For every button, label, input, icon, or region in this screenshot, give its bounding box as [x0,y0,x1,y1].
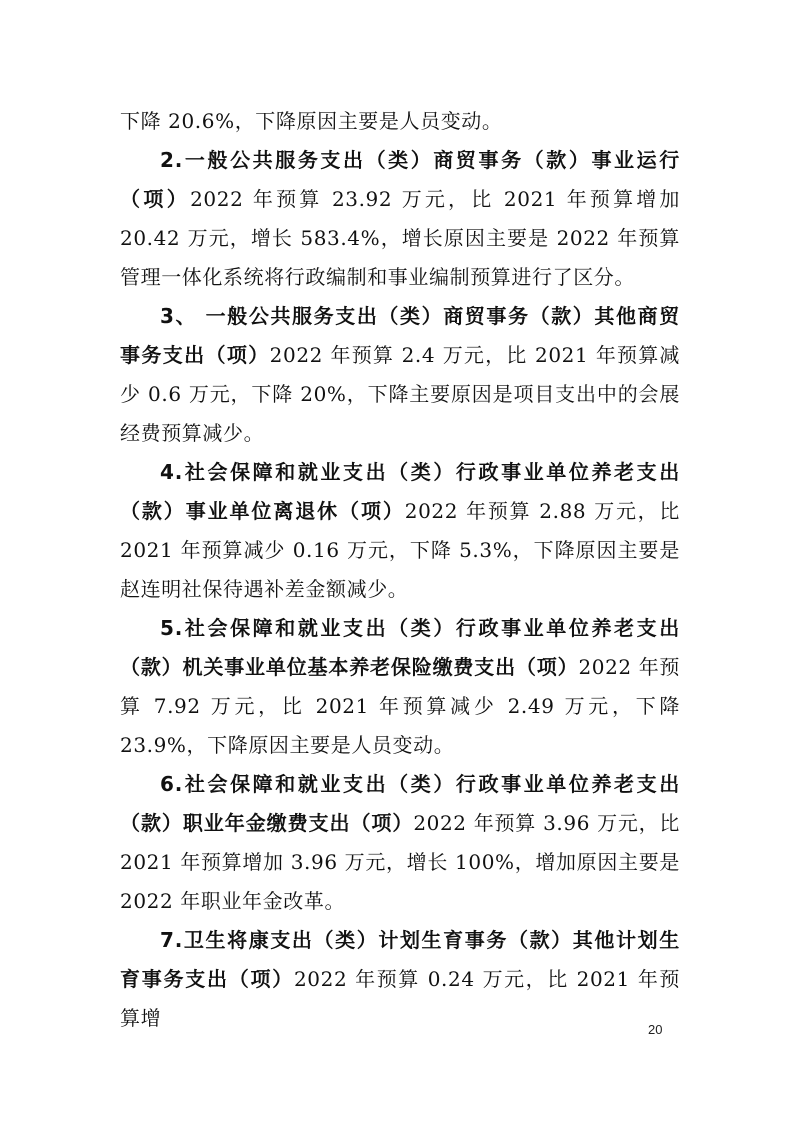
paragraph-heading: 3、 一般公共服务支出（类）商贸事务（款）其他商贸事务支出（项） [120,304,680,367]
paragraph-item-7 [120,921,680,1038]
paragraph-body: 下降 20.6%，下降原因主要是人员变动。 [120,109,503,133]
paragraph-body: 2022 年预算 3.96 万元，比 2021 年预算增加 3.96 万元，增长 100%，增加原因主要是 2022 年职业年金改革。 [120,811,680,913]
paragraph-body: 2022 年预算 2.88 万元，比 2021 年预算减少 0.16 万元，下降 5.3%，下降原因主要是赵连明社保待遇补差金额减少。 [120,499,680,601]
paragraph-body: 2022 年预算 2.4 万元，比 2021 年预算减少 0.6 万元，下降 20%，下降主要原因是项目支出中的会展经费预算减少。 [120,343,680,445]
paragraph-heading: 6.社会保障和就业支出（类）行政事业单位养老支出（款）职业年金缴费支出（项） [120,772,680,835]
paragraph-heading: 5.社会保障和就业支出（类）行政事业单位养老支出（款）机关事业单位基本养老保险缴费支出（项） [120,616,680,679]
paragraph-item-5 [120,609,680,765]
paragraph-heading: 4.社会保障和就业支出（类）行政事业单位养老支出（款）事业单位离退休（项） [120,460,680,523]
paragraph-heading: 7.卫生将康支出（类）计划生育事务（款）其他计划生育事务支出（项） [120,928,680,991]
page-content [120,102,680,1038]
paragraph-body: 2022 年预算 0.24 万元，比 2021 年预算增 [120,967,681,1030]
paragraph-item-4 [120,453,680,609]
paragraph-item-2 [120,141,680,297]
paragraph-continuation [120,102,680,141]
paragraph-heading: 2.一般公共服务支出（类）商贸事务（款）事业运行（项） [120,148,680,211]
paragraph-body: 2022 年预算 7.92 万元，比 2021 年预算减少 2.49 万元，下降 23.9%，下降原因主要是人员变动。 [120,655,680,757]
page-number: 20 [648,1022,663,1037]
paragraph-body: 2022 年预算 23.92 万元，比 2021 年预算增加 20.42 万元，增长 583.4%，增长原因主要是 2022 年预算管理一体化系统将行政编制和事业编制预算进行了区分。 [120,187,681,289]
paragraph-item-6 [120,765,680,921]
paragraph-item-3 [120,297,680,453]
